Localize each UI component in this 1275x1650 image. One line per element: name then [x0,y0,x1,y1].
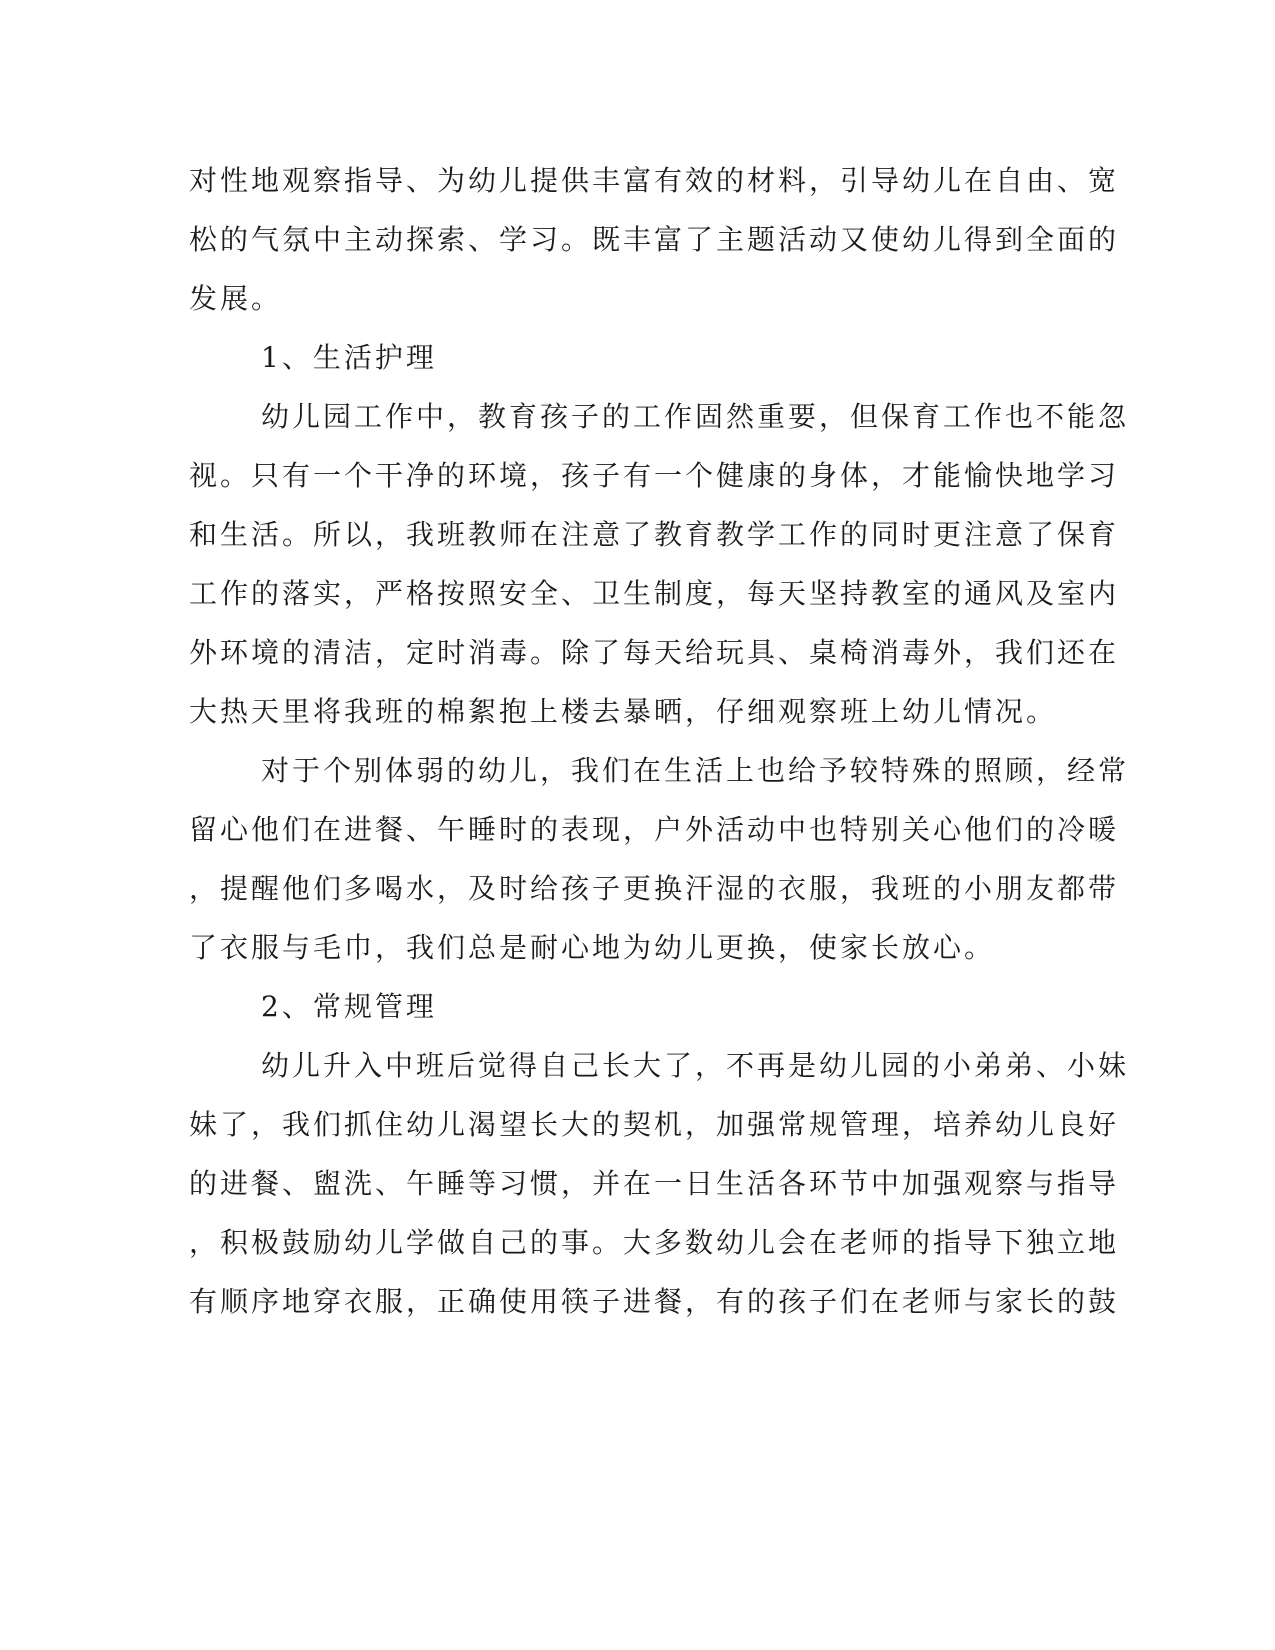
text-line: 有顺序地穿衣服，正确使用筷子进餐，有的孩子们在老师与家长的鼓 [189,1285,1120,1318]
text-line: 和生活。所以，我班教师在注意了教育教学工作的同时更注意了保育 [189,518,1120,551]
text-line: 幼儿园工作中，教育孩子的工作固然重要，但保育工作也不能忽 [261,400,1130,433]
text-line: 视。只有一个干净的环境，孩子有一个健康的身体，才能愉快地学习 [189,459,1120,492]
section-heading: 2、常规管理 [261,990,437,1023]
text-line: 发展。 [189,282,283,315]
text-line: 了衣服与毛巾，我们总是耐心地为幼儿更换，使家长放心。 [189,931,996,964]
text-line: 留心他们在进餐、午睡时的表现，户外活动中也特别关心他们的冷暖 [189,813,1120,846]
text-line: 外环境的清洁，定时消毒。除了每天给玩具、桌椅消毒外，我们还在 [189,636,1120,669]
text-line: ，积极鼓励幼儿学做自己的事。大多数幼儿会在老师的指导下独立地 [189,1226,1120,1259]
text-line: 对于个别体弱的幼儿，我们在生活上也给予较特殊的照顾，经常 [261,754,1130,787]
text-line: ，提醒他们多喝水，及时给孩子更换汗湿的衣服，我班的小朋友都带 [189,872,1120,905]
text-line: 工作的落实，严格按照安全、卫生制度，每天坚持教室的通风及室内 [189,577,1120,610]
section-heading: 1、生活护理 [261,341,437,374]
text-line: 妹了，我们抓住幼儿渴望长大的契机，加强常规管理，培养幼儿良好 [189,1108,1120,1141]
text-line: 松的气氛中主动探索、学习。既丰富了主题活动又使幼儿得到全面的 [189,223,1120,256]
text-line: 幼儿升入中班后觉得自己长大了，不再是幼儿园的小弟弟、小妹 [261,1049,1130,1082]
text-line: 大热天里将我班的棉絮抱上楼去暴晒，仔细观察班上幼儿情况。 [189,695,1058,728]
text-line: 的进餐、盥洗、午睡等习惯，并在一日生活各环节中加强观察与指导 [189,1167,1120,1200]
text-line: 对性地观察指导、为幼儿提供丰富有效的材料，引导幼儿在自由、宽 [189,164,1120,197]
